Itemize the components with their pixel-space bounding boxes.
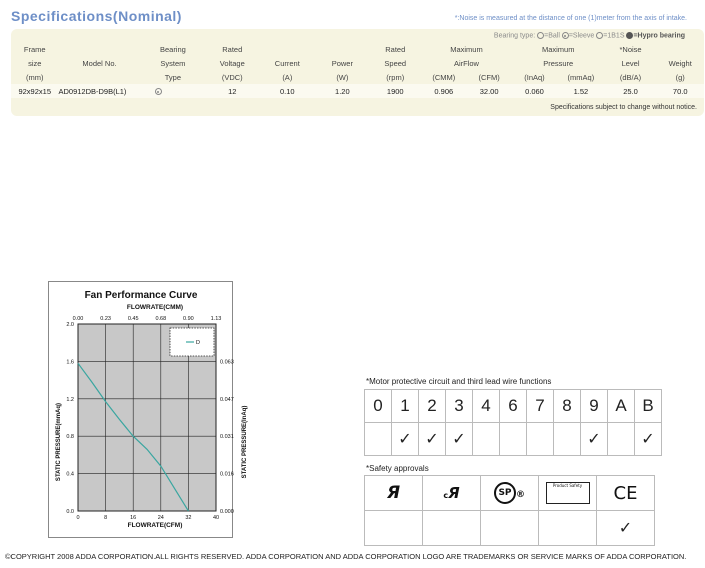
check-mark-icon: ✓ [635,423,662,456]
safety-logos-row [365,476,655,511]
top-tick-label: 0.23 [100,316,111,322]
spec-header: (g) [656,70,704,84]
spec-header: System [141,56,206,70]
spec-header: (mm) [11,70,58,84]
spec-header: Type [141,70,206,84]
y-tick-label: 0.0 [66,509,74,515]
check-mark-icon [481,511,539,546]
y-tick-label: 1.2 [66,396,74,403]
bearing-legend [494,32,685,39]
motor-protect-table [364,389,662,456]
motor-protect-checks-row [365,423,662,456]
spec-header: Current [259,56,315,70]
csa-logo-text: SP [494,482,516,504]
motor-code: 7 [527,390,554,423]
right-tick-label: 0.031 [220,434,234,441]
spec-data-row [11,84,704,98]
spec-header: Speed [369,56,421,70]
y-tick-label: 0.8 [66,434,74,441]
spec-header: (CMM) [421,70,466,84]
csa-icon [481,476,539,511]
spec-header: Model No. [58,56,140,70]
safety-table [364,475,655,546]
motor-code: 4 [473,390,500,423]
motor-protect-codes-row [365,390,662,423]
right-tick-label: 0.063 [220,359,234,366]
safety-checks-row [365,511,655,546]
check-mark-icon: ✓ [419,423,446,456]
spec-header: Voltage [205,56,259,70]
right-tick-label: 0.016 [220,471,234,478]
spec-header [259,42,315,56]
spec-header: (A) [259,70,315,84]
top-tick-label: 1.13 [210,316,222,322]
x-tick-label: 8 [104,515,108,521]
safety-label: *Safety approvals [366,464,429,473]
bearing-sleeve-label: =Sleeve [568,32,595,40]
csa-registered-mark: ® [516,490,525,501]
right-tick-label: 0.000 [220,509,234,515]
bearing-hypro-label: =Hypro bearing [633,32,685,40]
page-title: Specifications(Nominal) [11,8,182,24]
motor-code: 2 [419,390,446,423]
spec-header: *Noise [605,42,657,56]
top-tick-label: 0.45 [127,316,139,322]
tuv-icon [539,476,597,511]
top-tick-label: 0.68 [155,316,167,322]
cul-logo-text: Я [448,483,460,502]
spec-header: Rated [205,42,259,56]
check-mark-icon [423,511,481,546]
spec-header: Weight [656,56,704,70]
chart-y-axis-label: STATIC PRESSURE(mmAq) [56,402,62,482]
check-mark-icon [527,423,554,456]
spec-header-row-3 [11,70,704,84]
check-mark-icon: ✓ [581,423,608,456]
model-number-cell: AD0912DB-D9B(L1) [58,84,140,98]
bearing-ball-label: =Ball [544,32,560,40]
fan-performance-chart [48,281,248,538]
check-mark-icon [500,423,527,456]
check-mark-icon: ✓ [446,423,473,456]
chart-title: Fan Performance Curve [84,290,198,301]
chart-svg [49,282,248,537]
top-tick-label: 0.90 [183,316,194,322]
spec-header [656,42,704,56]
check-mark-icon [365,423,392,456]
spec-header: size [11,56,58,70]
spec-note: Specifications subject to change without notice. [550,104,697,111]
airflow-cfm-cell: 32.00 [466,84,511,98]
spec-header: (InAq) [512,70,557,84]
chart-right-axis-label: STATIC PRESSURE(InAq) [242,405,248,479]
check-mark-icon [365,511,423,546]
sleeve-bearing-icon [562,32,569,39]
motor-code: 0 [365,390,392,423]
copyright-footer: ©COPYRIGHT 2008 ADDA CORPORATION.ALL RIGHTS RESERVED. ADDA CORPORATION AND ADDA CORPORATION LOGO ARE TRADEMARKS OR SERVICE MARKS OF ADDA CORPORATION. [5,552,687,561]
spec-header-row-1 [11,42,704,56]
check-mark-icon [554,423,581,456]
spec-header: Rated [369,42,421,56]
motor-code: 6 [500,390,527,423]
spec-header: (dB/A) [605,70,657,84]
bearing-1b1s-label: =1B1S [603,32,625,40]
motor-code: 9 [581,390,608,423]
spec-header: (rpm) [369,70,421,84]
x-tick-label: 0 [76,515,80,521]
spec-header: Maximum [512,42,605,56]
spec-header: Maximum [421,42,512,56]
chart-top-axis-label: FLOWRATE(CMM) [126,304,184,311]
speed-cell: 1900 [369,84,421,98]
motor-code: 1 [392,390,419,423]
spec-header: (W) [315,70,369,84]
tuv-logo-text: Product Safety [546,482,590,504]
y-tick-label: 2.0 [66,322,74,328]
spec-header: Pressure [512,56,605,70]
power-cell: 1.20 [315,84,369,98]
motor-protect-label: *Motor protective circuit and third lead wire functions [366,377,552,386]
spec-header [58,42,140,56]
noise-cell: 25.0 [605,84,657,98]
airflow-cmm-cell: 0.906 [421,84,466,98]
x-tick-label: 24 [157,515,164,521]
spec-header: (mmAq) [557,70,604,84]
y-tick-label: 0.4 [66,471,74,478]
weight-cell: 70.0 [656,84,704,98]
spec-header [58,70,140,84]
check-mark-icon [539,511,597,546]
ce-logo-text: CE [613,482,638,504]
check-mark-icon [608,423,635,456]
spec-header: Power [315,56,369,70]
bearing-type-cell [141,84,206,98]
ul-logo-text: Я [386,483,401,503]
x-tick-label: 32 [185,515,192,521]
motor-code: 8 [554,390,581,423]
spec-header-row-2 [11,56,704,70]
noise-note: *:Noise is measured at the distance of one (1)meter from the axis of intake. [454,15,687,22]
y-tick-label: 1.6 [66,359,74,366]
sleeve-bearing-icon [155,88,162,95]
chart-plot-area [66,316,233,521]
x-tick-label: 16 [130,515,137,521]
bearing-legend-label: Bearing type: [493,32,536,40]
spec-table [11,42,704,98]
spec-header: Frame [11,42,58,56]
spec-header: (CFM) [466,70,511,84]
motor-code: B [635,390,662,423]
check-mark-icon: ✓ [392,423,419,456]
pressure-mmaq-cell: 1.52 [557,84,604,98]
c-ul-icon [423,476,481,511]
right-tick-label: 0.047 [220,396,234,403]
pressure-inaq-cell: 0.060 [512,84,557,98]
spec-header: Level [605,56,657,70]
spec-header: Bearing [141,42,206,56]
x-tick-label: 40 [212,515,220,521]
voltage-cell: 12 [205,84,259,98]
check-mark-icon: ✓ [597,511,655,546]
spec-header: (VDC) [205,70,259,84]
ce-icon [597,476,655,511]
chart-x-axis-label: FLOWRATE(CFM) [127,522,183,529]
legend-label-D: D [196,340,200,346]
top-tick-label: 0.00 [72,316,84,322]
spec-header: AirFlow [421,56,512,70]
motor-code: 3 [446,390,473,423]
motor-code: A [608,390,635,423]
ul-icon [365,476,423,511]
spec-header [315,42,369,56]
current-cell: 0.10 [259,84,315,98]
frame-size-cell: 92x92x15 [11,84,58,98]
check-mark-icon [473,423,500,456]
cul-c-text: c [443,490,449,500]
